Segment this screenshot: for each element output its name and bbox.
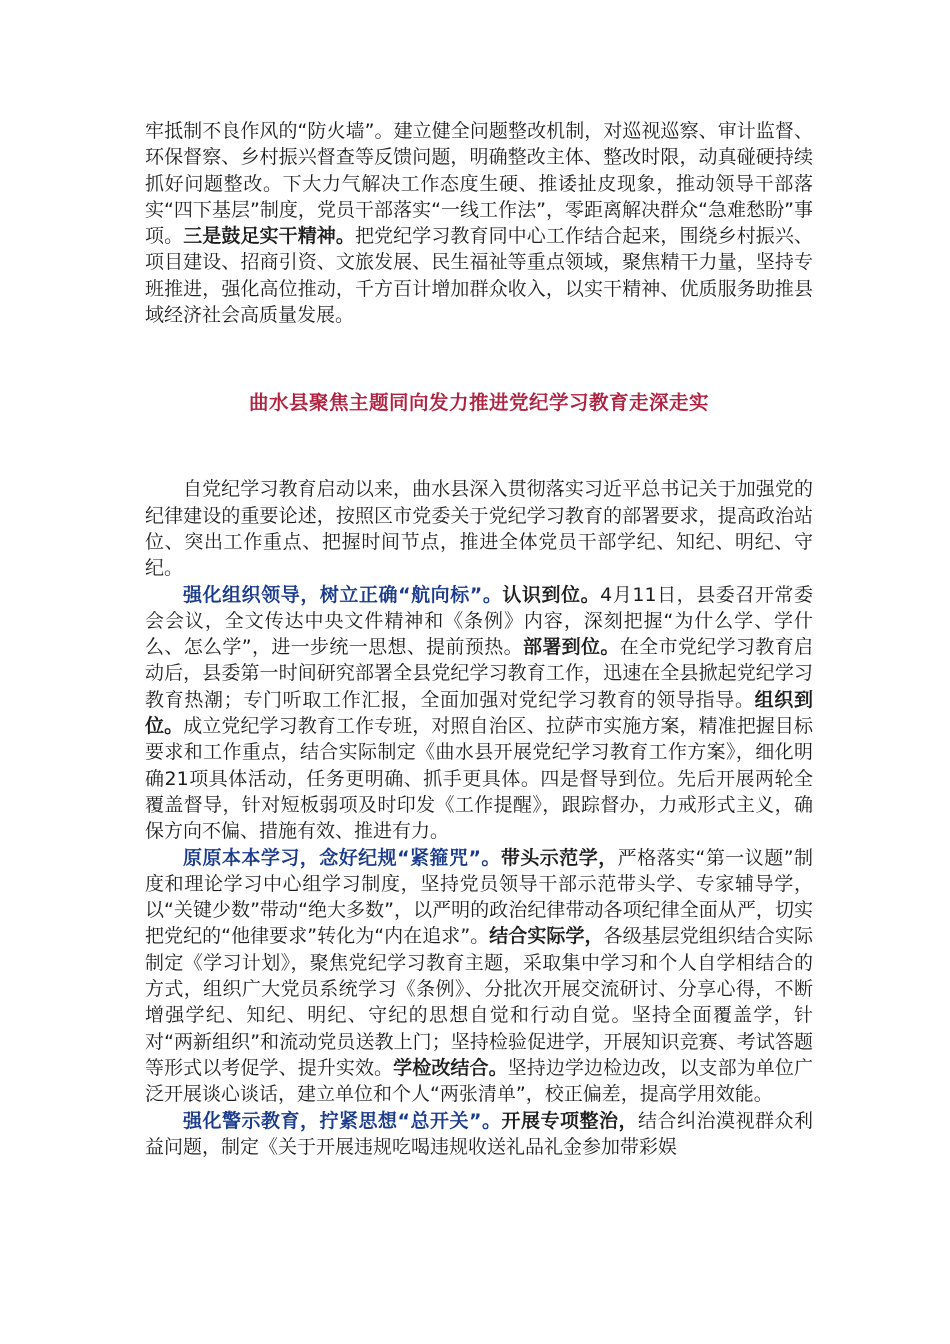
- document-page: [145, 118, 813, 1160]
- section-heading: 原原本本学习，念好纪规“紧箍咒”。: [183, 846, 501, 869]
- section-heading: 强化组织领导，树立正确“航向标”。: [183, 583, 503, 606]
- bold-run: 认识到位。: [502, 583, 601, 606]
- text-run: 在全市党纪学习教育启动后，县委第一时间研究部署全县党纪学习教育工作，迅速在全县掀起党纪学习教育热潮；专门听取工作汇报，全面加强对党纪学习教育的领导指导。: [145, 636, 813, 711]
- intro-paragraph: 自党纪学习教育启动以来，曲水县深入贯彻落实习近平总书记关于加强党的纪律建设的重要论述，按照区市党委关于党纪学习教育的部署要求，提高政治站位、突出工作重点、把握时间节点，推进全体党员干部学纪、知纪、明纪、守纪。: [145, 478, 813, 580]
- text-run: 严格落实“第一议题”制度和理论学习中心组学习制度，坚持党员领导干部示范带头学、专家辅导学，以“关键少数”带动“绝大多数”，以严明的政治纪律带动各项纪律全面从严，切实把党纪的“他律要求”转化为“内在追求”。: [145, 846, 813, 948]
- text-run: 牢抵制不良作风的“防火墙”。建立健全问题整改机制，对巡视巡察、审计监督、环保督察、乡村振兴督查等反馈问题，明确整改主体、整改时限，动真碰硬持续抓好问题整改。下大力气解决工作态度生硬、推诿扯皮现象，推动领导干部落实“四下基层”制度，党员干部落实“一线工作法”，零距离解决群众“急难愁盼”事项。: [145, 120, 813, 248]
- text-run: 坚持边学边检边改，以支部为单位广泛开展谈心谈话，建立单位和个人“两张清单”，校正偏差，提高学用效能。: [145, 1056, 813, 1106]
- bold-run: 结合实际学，: [489, 925, 604, 948]
- text-run: 各级基层党组织结合实际制定《学习计划》，聚焦党纪学习教育主题，采取集中学习和个人自学相结合的方式，组织广大党员系统学习《条例》、分批次开展交流研讨、分享心得，不断增强学纪、知纪、明纪、守纪的思想自觉和行动自觉。坚持全面覆盖学，针对“两新组织”和流动党员送教上门；坚持检验促进学，开展知识竞赛、考试答题等形式以考促学、提升实效。: [145, 925, 813, 1079]
- bold-run: 学检改结合。: [393, 1056, 508, 1079]
- section-paragraph-1: [145, 582, 813, 845]
- text-run: 成立党纪学习教育工作专班，对照自治区、拉萨市实施方案，精准把握目标要求和工作重点，结合实际制定《曲水县开展党纪学习教育工作方案》，细化明确21项具体活动，任务更明确、抓手更具体。四是督导到位。先后开展两轮全覆盖督导，针对短板弱项及时印发《工作提醒》，跟踪督办，力戒形式主义，确保方向不偏、措施有效、推进有力。: [145, 715, 813, 843]
- bold-run: 带头示范学，: [500, 846, 618, 869]
- bold-run: 三是鼓足实干精神。: [183, 225, 355, 248]
- section-heading: 强化警示教育，拧紧思想“总开关”。: [183, 1109, 502, 1132]
- article-title: 曲水县聚焦主题同向发力推进党纪学习教育走深走实: [248, 391, 709, 415]
- bold-run: 部署到位。: [522, 636, 620, 659]
- text-run: 把党纪学习教育同中心工作结合起来，围绕乡村振兴、项目建设、招商引资、文旅发展、民生福祉等重点领域，聚焦精干力量，坚持专班推进，强化高位推动，千方百计增加群众收入，以实干精神、优质服务助推县域经济社会高质量发展。: [145, 225, 813, 327]
- text-run: 结合纠治漠视群众利益问题，制定《关于开展违规吃喝违规收送礼品礼金参加带彩娱: [145, 1109, 813, 1158]
- paragraph-continued: [145, 118, 813, 328]
- bold-run: 组织到位。: [145, 688, 813, 738]
- bold-run: 开展专项整治，: [501, 1109, 638, 1132]
- text-run: 4月11日，县委召开常委会会议，全文传达中央文件精神和《条例》内容，深刻把握“为什么学、学什么、怎么学”，进一步统一思想、提前预热。: [145, 583, 813, 659]
- section-paragraph-3: [145, 1108, 813, 1161]
- section-paragraph-2: [145, 845, 813, 1108]
